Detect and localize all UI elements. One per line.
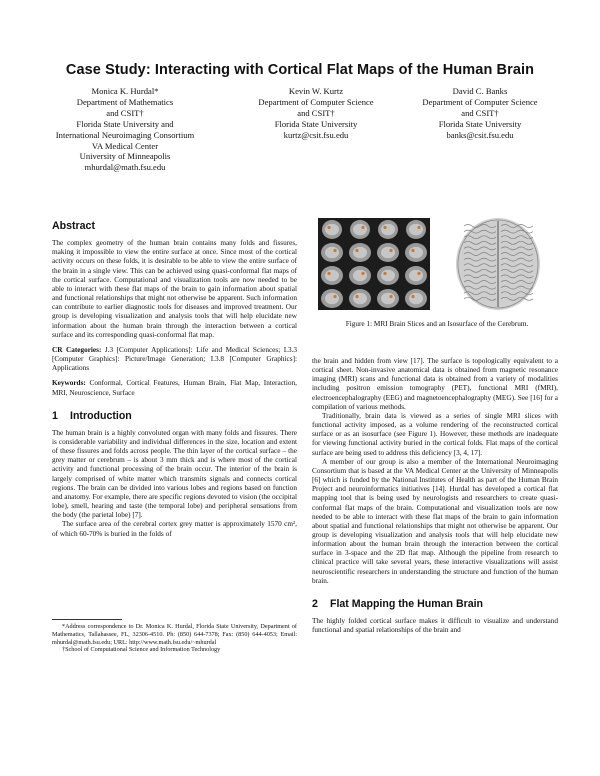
mri-slice-white-matter: [409, 270, 423, 282]
activity-spot: [417, 272, 420, 275]
figure-caption: Figure 1: MRI Brain Slices and an Isosurface of the Cerebrum.: [345, 320, 529, 328]
author-affiliation: and CSIT†: [297, 107, 335, 118]
keywords-label: Keywords:: [52, 379, 86, 388]
activity-spot: [333, 295, 336, 298]
activity-spot: [327, 272, 330, 275]
abstract-heading: Abstract: [52, 220, 95, 232]
intro-heading: [52, 409, 297, 422]
mri-slice-white-matter: [353, 293, 367, 305]
mri-slice-white-matter: [381, 224, 395, 236]
mri-slice-white-matter: [325, 270, 339, 282]
right-column: [312, 357, 558, 635]
cr-categories: [52, 346, 297, 373]
activity-spot: [389, 295, 392, 298]
mri-slice-white-matter: [409, 224, 423, 236]
activity-spot: [361, 272, 364, 275]
activity-spot: [361, 226, 364, 229]
author-affiliation: University of Minneapolis: [79, 151, 171, 162]
author-affiliation: Florida State University: [274, 118, 358, 129]
cr-categories-text: J.3 [Computer Applications]: Life and Medical Sciences; I.3.3 [Computer Graphics]: Picture/Image Generation; I.3.8 [Computer Graphics]: Applications: [52, 345, 298, 373]
keywords: [52, 379, 297, 397]
footnote-rule: [52, 619, 122, 620]
footnote-1: *Address correspondence to Dr. Monica K. Hurdal, Florida State University, Department of Mathematics, Tallahassee, FL, 32306-4510. Ph: (850) 644-7378; Fax: (850) 644-4053; Email: mhurdal@math.fsu.edu; URL: http://www.math.fsu.edu/~mhurdal: [52, 623, 297, 646]
intro-paragraph-1: The human brain is a highly convoluted organ with many folds and fissures. There is considerable variability and individual differences in the size, location and extent of these fissures and folds across people. The thin layer of the cortical surface – the grey matter or cerebrum – is about 3 mm thick and is where most of the cortical activity and functional processing of the brain occur. The interior of the brain is largely comprised of white matter which transmits signals and connects cortical regions. The brain can be divided into various lobes and regions based on function and anatomy. For example, there are specific regions devoted to vision (the occipital lobe), smell, hearing and taste (the temporal lobe) and peripheral sensations from the body (the parietal lobe) [7].: [52, 428, 297, 520]
author-2: [236, 86, 396, 141]
mri-slices-grid: [318, 218, 430, 310]
paper-title: Case Study: Interacting with Cortical Flat Maps of the Human Brain: [65, 62, 535, 78]
author-affiliation: International Neuroimaging Consortium: [55, 129, 195, 140]
author-affiliation: VA Medical Center: [91, 140, 159, 151]
mri-slice-white-matter: [325, 293, 339, 305]
author-affiliation: Department of Computer Science: [422, 96, 538, 107]
mri-slice-white-matter: [381, 270, 395, 282]
activity-spot: [383, 272, 386, 275]
mri-slice-white-matter: [325, 247, 339, 259]
author-1: [40, 86, 210, 173]
cr-categories-label: CR Categories:: [52, 345, 102, 354]
author-email: mhurdal@math.fsu.edu: [84, 162, 166, 173]
mri-slice-white-matter: [381, 293, 395, 305]
mri-slice-white-matter: [325, 224, 339, 236]
mri-slice-white-matter: [353, 224, 367, 236]
section-number: 1: [52, 409, 58, 422]
mri-slice-white-matter: [381, 247, 395, 259]
author-email: banks@csit.fsu.edu: [446, 129, 514, 140]
author-affiliation: Department of Computer Science: [258, 96, 374, 107]
section-number: 2: [312, 597, 318, 610]
activity-spot: [383, 226, 386, 229]
author-name: Kevin W. Kurtz: [288, 86, 344, 96]
footnote-2: †School of Computational Science and Information Technology: [62, 646, 221, 654]
author-affiliation: Florida State University: [438, 118, 522, 129]
footnotes: [52, 623, 297, 654]
author-3: [390, 86, 570, 141]
figure-1: [318, 218, 556, 310]
activity-spot: [417, 226, 420, 229]
mri-slice-white-matter: [409, 293, 423, 305]
author-affiliation: Florida State University and: [76, 118, 174, 129]
activity-spot: [411, 295, 414, 298]
intro-paragraph-2: The surface area of the cerebral cortex grey matter is approximately 1570 cm², of which 60-70% is buried in the folds of: [52, 520, 297, 538]
mri-slice-white-matter: [409, 247, 423, 259]
activity-spot: [411, 249, 414, 252]
right-paragraph-4: The highly folded cortical surface makes it difficult to visualize and understand functional and spatial relationships of the brain and: [312, 617, 558, 635]
keywords-text: Conformal, Cortical Features, Human Brain, Flat Map, Interaction, MRI, Neuroscience, Surface: [52, 379, 297, 397]
left-column: [52, 222, 297, 539]
activity-spot: [333, 249, 336, 252]
section-title: Flat Mapping the Human Brain: [330, 597, 484, 610]
activity-spot: [389, 249, 392, 252]
flat-mapping-heading: [312, 597, 558, 610]
author-name: David C. Banks: [452, 86, 508, 96]
author-name: Monica K. Hurdal*: [91, 86, 159, 96]
activity-spot: [327, 226, 330, 229]
author-affiliation: and CSIT†: [461, 107, 499, 118]
activity-spot: [355, 249, 358, 252]
mri-slice-white-matter: [353, 270, 367, 282]
activity-spot: [355, 295, 358, 298]
author-affiliation: and CSIT†: [106, 107, 144, 118]
author-affiliation: Department of Mathematics: [76, 96, 174, 107]
brain-isosurface: [456, 218, 540, 310]
right-paragraph-2: Traditionally, brain data is viewed as a series of single MRI slices with functional activity imposed, as a volume rendering of the reconstructed cortical surface or as an isosurface (see Figure 1). However, these methods are inadequate for viewing functional activity buried in the cortical folds. Flat maps of the cortical surface are being used to address this deficiency [3, 4, 17].: [312, 411, 558, 457]
abstract-text: The complex geometry of the human brain contains many folds and fissures, making it impossible to view the entire surface at once. Since most of the cortical activity occurs on these folds, it is desirable to be able to view the entire surface of the brain in a single view. This can be achieved using quasi-conformal flat maps of the cortical surface. Computational and visualization tools are now needed to be able to interact with these flat maps of the brain to gain information about spatial and functional relationships that might not otherwise be apparent. Such information can contribute to earlier diagnostic tools for diseases and improved treatment. Our group is developing visualization and analysis tools that will help elucidate new information about the human brain through the interaction between a cortical surface and its corresponding quasi-conformal flat map.: [52, 239, 297, 339]
right-paragraph-3: A member of our group is also a member of the International Neuroimaging Consortium that is based at the VA Medical Center at the University of Minneapolis [6] which is funded by the National Institutes of Health as part of the Human Brain Project and neuroinformatics initiatives [14]. Hurdal has developed a cortical flat mapping tool that is being used by neurologists and researchers to create quasi-conformal flat maps of the brain. Computational and visualization tools are now needed to be able to interact with these flat maps of the brain to gain information about spatial and functional relationships that might not otherwise be apparent. Our group is developing visualization and analysis tools that will help elucidate new information about the human brain through the interaction between the cortical surface in 3-space and the 2D flat map. Although the pipeline from research to clinical practice will take several years, these interactive visualizations will assist neuroscientific researchers in understanding the structure and function of the human brain.: [312, 457, 558, 585]
author-email: kurtz@csit.fsu.edu: [283, 129, 349, 140]
right-paragraph-1: the brain and hidden from view [17]. The surface is topologically equivalent to a cortical sheet. Non-invasive anatomical data is obtained from magnetic resonance imaging (MRI) scans and functional data is obtained from a variety of modalities including positron emission tomography (PET), functional MRI (fMRI), electroencephalography (EEG) and magnetoencephalography (MEG). See [16] for a compilation of various methods.: [312, 357, 558, 411]
mri-slice-white-matter: [353, 247, 367, 259]
section-title: Introduction: [70, 409, 132, 422]
